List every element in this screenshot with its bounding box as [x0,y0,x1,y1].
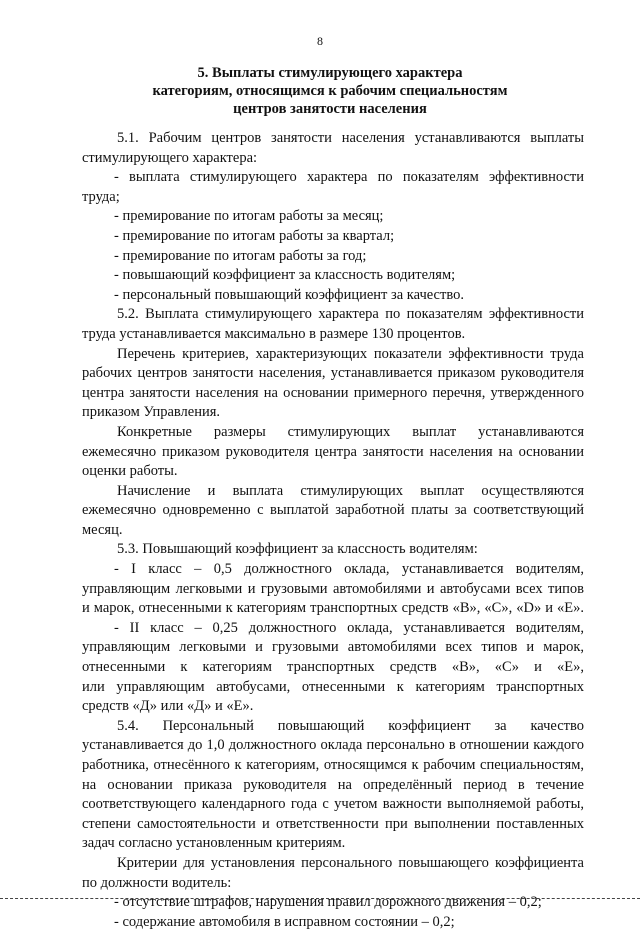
list-item-continuation: отнесенными к категориям транспортных средств «В», «С» и «Е», [82,659,584,676]
list-item: - повышающий коэффициент за классность водителям; [114,267,456,284]
paragraph-line: Начисление и выплата стимулирующих выплат осуществляются [117,482,584,499]
paragraph-line: месяц. [82,521,123,538]
paragraph-5-4-line: задач согласно установленным критериям. [82,835,346,852]
paragraph-5-4-line: степени самостоятельности и ответственности при выполнении поставленных [82,815,584,832]
paragraph-5-4-line: устанавливается до 1,0 должностного оклада персонально в отношении каждого [82,737,584,754]
paragraph-5-1-line: стимулирующего характера: [82,149,258,166]
heading-line: центров занятости населения [233,101,427,117]
paragraph-line: Конкретные размеры стимулирующих выплат устанавливаются [117,423,584,440]
paragraph-line: ежемесячно одновременно с выплатой заработной платы за соответствующий [82,502,584,519]
list-item: - премирование по итогам работы за год; [114,247,367,264]
paragraph-5-4-line: работника, отнесённого к категориям, относящимся к рабочим специальностям, [82,757,584,773]
list-item: - персональный повышающий коэффициент за качество. [114,286,464,303]
list-item: - отсутствие штрафов, нарушения правил дорожного движения – 0,2; [114,894,542,911]
document-body [82,129,584,932]
paragraph-line: оценки работы. [82,463,178,480]
section-heading [60,64,600,118]
paragraph-5-4-line: 5.4. Персональный повышающий коэффициент за качество [117,717,584,734]
list-item: - содержание автомобиля в исправном состоянии – 0,2; [114,913,455,930]
scan-edge-line [0,898,640,899]
paragraph-line: Критерии для установления персонального повышающего коэффициента [117,854,584,871]
list-item-continuation: средств «Д» или «Д» и «Е». [82,698,254,715]
list-item-continuation: труда; [82,188,120,205]
list-item: - I класс – 0,5 должностного оклада, устанавливается водителям, [114,561,584,578]
heading-line: категориям, относящимся к рабочим специальностям [152,83,508,99]
paragraph-line: приказом Управления. [82,404,221,421]
list-item-continuation: управляющим легковыми и грузовыми автомобилями всех типов и марок, [82,639,584,656]
paragraph-5-3-line: 5.3. Повышающий коэффициент за классность водителям: [117,541,478,558]
paragraph-line: ежемесячно приказом руководителя центра занятости населения на основании [82,443,584,460]
paragraph-5-4-line: на основании приказа руководителя на определённый период в течение [82,776,584,793]
list-item: - премирование по итогам работы за месяц; [114,208,384,225]
paragraph-5-4-line: соответствующего календарного года с учетом важности выполняемой работы, [82,796,584,813]
paragraph-line: рабочих центров занятости населения, устанавливается приказом руководителя [82,365,584,382]
list-item: - II класс – 0,25 должностного оклада, устанавливается водителям, [114,619,584,636]
list-item-continuation: или управляющим автобусами, отнесенными к категориям транспортных [82,678,584,695]
paragraph-5-2-line: труда устанавливается максимально в размере 130 процентов. [82,325,466,342]
list-item-continuation: управляющим легковыми и грузовыми автомобилями и автобусами всех типов [82,580,584,597]
list-item: - премирование по итогам работы за квартал; [114,227,395,244]
paragraph-5-2-line: 5.2. Выплата стимулирующего характера по показателям эффективности [117,306,584,323]
paragraph-5-1-line: 5.1. Рабочим центров занятости населения устанавливаются выплаты [117,130,584,146]
paragraph-line: по должности водитель: [82,874,232,891]
list-item-continuation: и марок, отнесенными к категориям транспортных средств «В», «С», «D» и «Е». [82,600,584,617]
paragraph-line: центра занятости населения на основании примерного перечня, утвержденного [82,384,584,401]
list-item: - выплата стимулирующего характера по показателям эффективности [114,169,584,186]
heading-line: 5. Выплаты стимулирующего характера [197,65,463,81]
paragraph-line: Перечень критериев, характеризующих показатели эффективности труда [117,345,584,362]
page-number: 8 [317,34,323,48]
